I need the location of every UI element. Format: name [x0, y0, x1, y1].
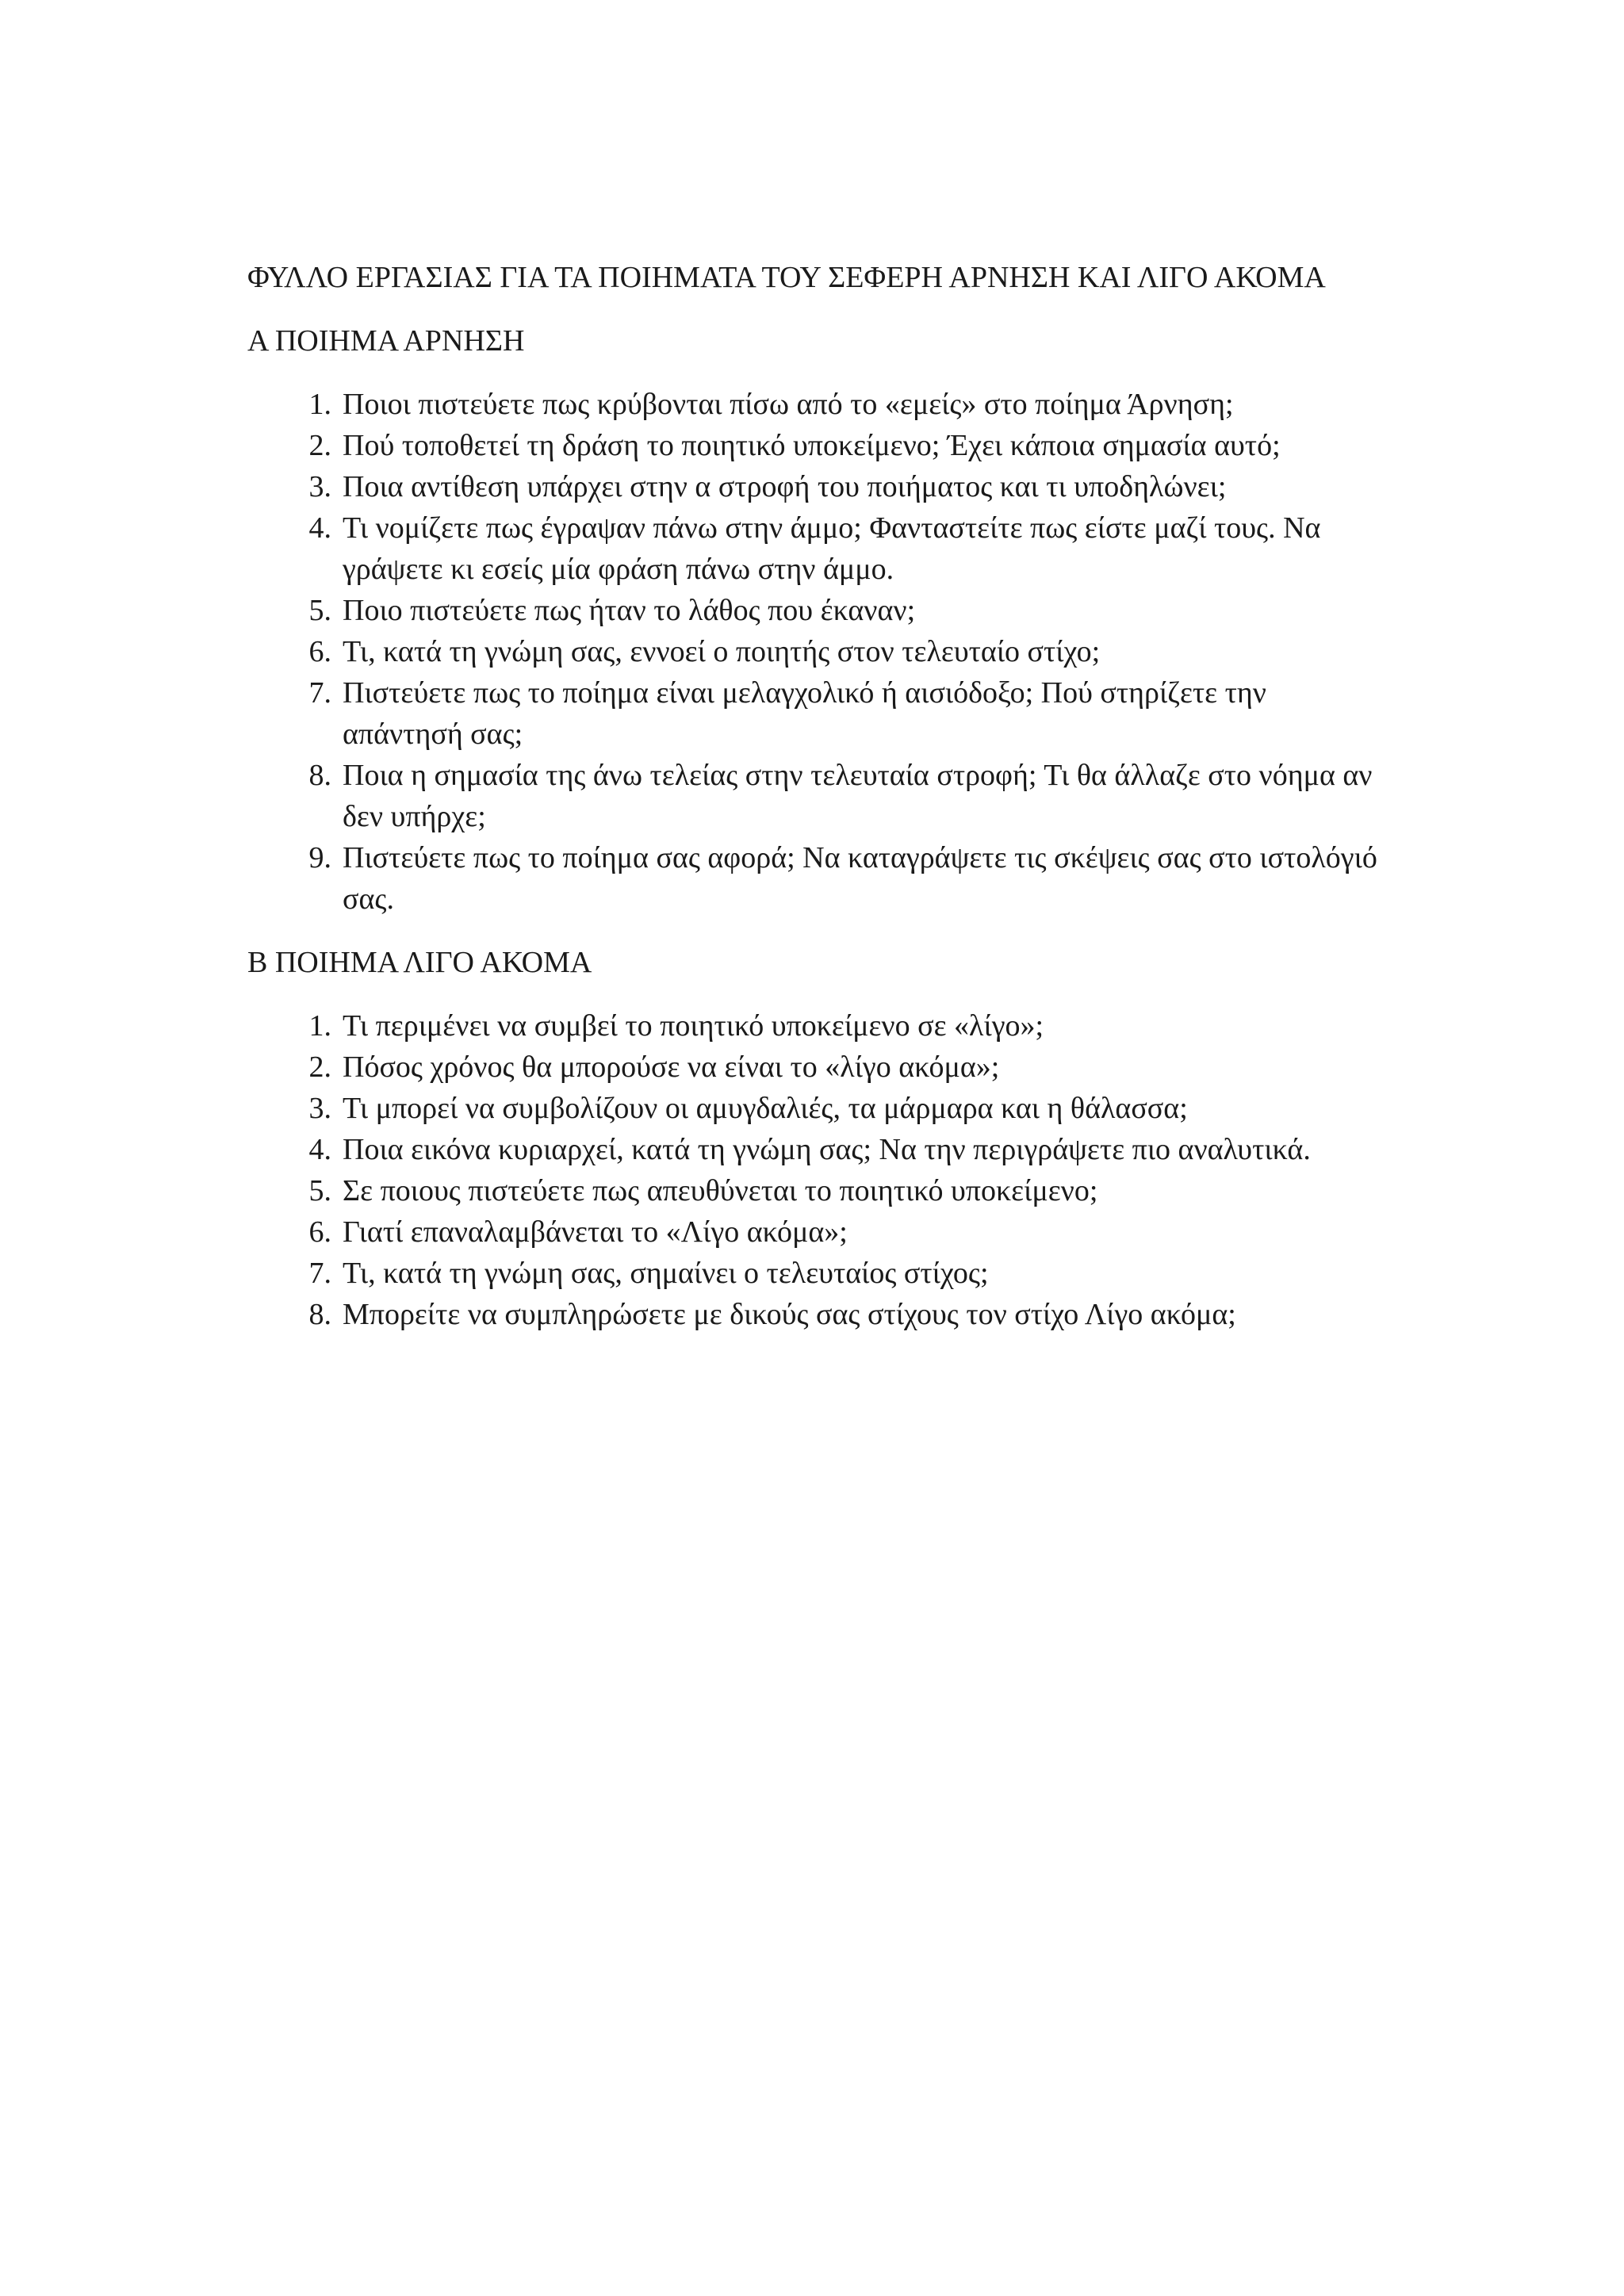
question-text: Πιστεύετε πως το ποίημα είναι μελαγχολικό ή αισιόδοξο; Πού στηρίζετε την απάντησή σας;	[343, 676, 1266, 751]
question-text: Ποιοι πιστεύετε πως κρύβονται πίσω από το «εμείς» στο ποίημα Άρνηση;	[343, 388, 1234, 421]
question-number: 7.	[308, 676, 331, 710]
question-number: 8.	[308, 1298, 331, 1331]
question-text: Πού τοποθετεί τη δράση το ποιητικό υποκείμενο; Έχει κάποια σημασία αυτό;	[343, 429, 1281, 462]
question-number: 7.	[308, 1257, 331, 1290]
question-item	[247, 1170, 1389, 1211]
question-item	[247, 1129, 1389, 1170]
question-number: 6.	[308, 635, 331, 668]
question-list-a	[247, 384, 1389, 920]
question-item	[247, 384, 1389, 425]
question-text: Τι, κατά τη γνώμη σας, εννοεί ο ποιητής στον τελευταίο στίχο;	[343, 635, 1101, 668]
question-number: 8.	[308, 759, 331, 792]
question-item	[247, 837, 1389, 920]
question-item	[247, 1005, 1389, 1047]
question-text: Πιστεύετε πως το ποίημα σας αφορά; Να καταγράψετε τις σκέψεις σας στο ιστολόγιό σας.	[343, 841, 1377, 916]
question-text: Πόσος χρόνος θα μπορούσε να είναι το «λίγο ακόμα»;	[343, 1050, 1000, 1084]
question-number: 4.	[308, 1133, 331, 1166]
question-item	[247, 672, 1389, 755]
question-item	[247, 1047, 1389, 1088]
question-number: 5.	[308, 594, 331, 627]
question-item	[247, 1211, 1389, 1253]
question-text: Τι νομίζετε πως έγραψαν πάνω στην άμμο; Φανταστείτε πως είστε μαζί τους. Να γράψετε κι εσείς μία φράση πάνω στην άμμο.	[343, 511, 1321, 586]
question-list-b	[247, 1005, 1389, 1335]
question-number: 1.	[308, 388, 331, 421]
question-number: 9.	[308, 841, 331, 874]
question-item	[247, 1088, 1389, 1129]
question-number: 1.	[308, 1009, 331, 1043]
question-text: Μπορείτε να συμπληρώσετε με δικούς σας στίχους τον στίχο Λίγο ακόμα;	[343, 1298, 1236, 1331]
question-number: 2.	[308, 1050, 331, 1084]
question-item	[247, 466, 1389, 507]
question-item	[247, 507, 1389, 590]
question-text: Ποια εικόνα κυριαρχεί, κατά τη γνώμη σας; Να την περιγράψετε πιο αναλυτικά.	[343, 1133, 1311, 1166]
question-item	[247, 755, 1389, 837]
question-item	[247, 1253, 1389, 1294]
worksheet-page	[247, 257, 1389, 1335]
question-item	[247, 425, 1389, 466]
question-number: 6.	[308, 1215, 331, 1249]
question-text: Σε ποιους πιστεύετε πως απευθύνεται το ποιητικό υποκείμενο;	[343, 1174, 1098, 1207]
question-text: Ποια η σημασία της άνω τελείας στην τελευταία στροφή; Τι θα άλλαζε στο νόημα αν δεν υπήρχε;	[343, 759, 1373, 833]
question-item	[247, 1294, 1389, 1335]
question-number: 3.	[308, 470, 331, 503]
question-number: 3.	[308, 1092, 331, 1125]
question-text: Ποιο πιστεύετε πως ήταν το λάθος που έκαναν;	[343, 594, 916, 627]
question-item	[247, 590, 1389, 631]
question-number: 2.	[308, 429, 331, 462]
question-text: Ποια αντίθεση υπάρχει στην α στροφή του ποιήματος και τι υποδηλώνει;	[343, 470, 1227, 503]
question-number: 4.	[308, 511, 331, 545]
document-title: ΦΥΛΛΟ ΕΡΓΑΣΙΑΣ ΓΙΑ ΤΑ ΠΟΙΗΜΑΤΑ ΤΟΥ ΣΕΦΕΡΗ ΑΡΝΗΣΗ ΚΑΙ ΛΙΓΟ ΑΚΟΜΑ	[247, 261, 1326, 294]
section-heading-a: Α ΠΟΙΗΜΑ ΑΡΝΗΣΗ	[247, 324, 525, 358]
section-heading-b: Β ΠΟΙΗΜΑ ΛΙΓΟ ΑΚΟΜΑ	[247, 946, 592, 979]
question-text: Τι, κατά τη γνώμη σας, σημαίνει ο τελευταίος στίχος;	[343, 1257, 989, 1290]
question-item	[247, 631, 1389, 672]
question-text: Τι μπορεί να συμβολίζουν οι αμυγδαλιές, τα μάρμαρα και η θάλασσα;	[343, 1092, 1188, 1125]
question-text: Γιατί επαναλαμβάνεται το «Λίγο ακόμα»;	[343, 1215, 848, 1249]
question-text: Τι περιμένει να συμβεί το ποιητικό υποκείμενο σε «λίγο»;	[343, 1009, 1044, 1043]
question-number: 5.	[308, 1174, 331, 1207]
